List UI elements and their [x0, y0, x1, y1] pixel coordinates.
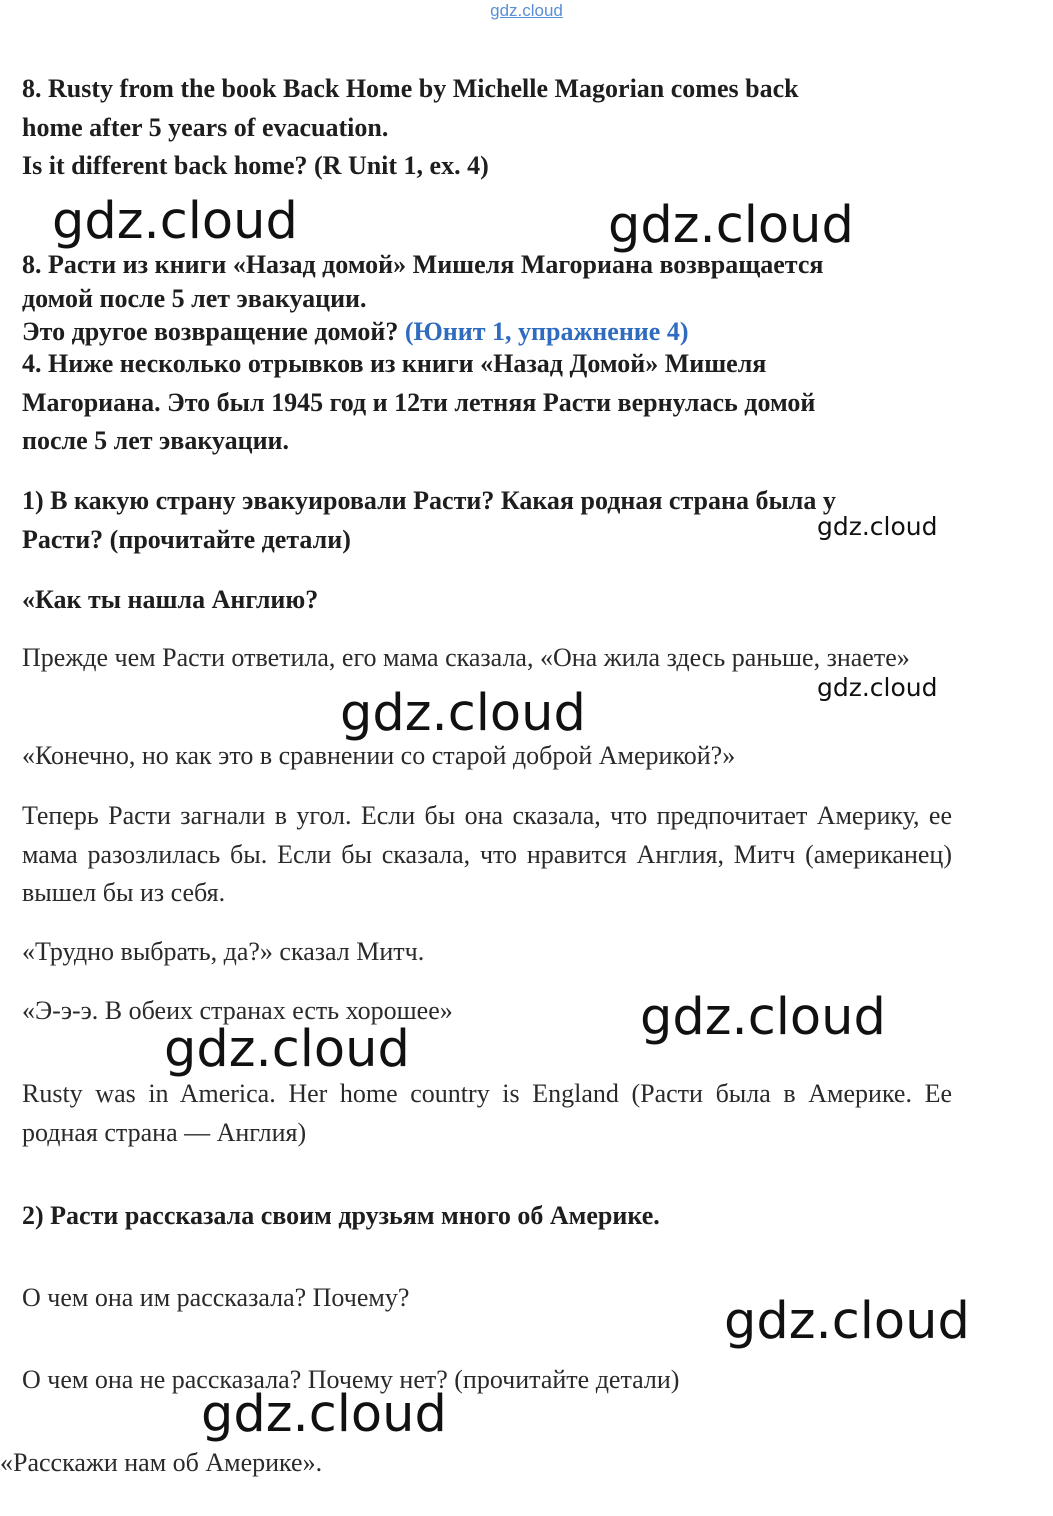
watermark: gdz.cloud: [724, 1292, 970, 1351]
task-en-line-2: home after 5 years of evacuation.: [22, 112, 389, 142]
question-1-line-2: Расти? (прочитайте детали): [22, 524, 351, 554]
task-heading-ru: [22, 248, 952, 349]
task-ru-question: Это другое возвращение домой?: [22, 317, 405, 346]
task-ru-line-2: домой после 5 лет эвакуации.: [22, 283, 367, 313]
watermark: gdz.cloud: [340, 684, 586, 743]
task-heading-en: [22, 70, 952, 186]
excerpt-paragraph-1: Прежде чем Расти ответила, его мама сказала, «Она жила здесь раньше, знаете»: [22, 643, 910, 672]
watermark: gdz.cloud: [817, 512, 938, 541]
task-en-line-1: 8. Rusty from the book Back Home by Michelle Magorian comes back: [22, 74, 799, 103]
watermark: gdz.cloud: [817, 673, 938, 702]
excerpt-paragraph-3: Теперь Расти загнали в угол. Если бы она сказала, что предпочитает Америку, ее мама разозлилась бы. Если бы сказала, что нравится Англия, Митч (американец) вышел бы из себя.: [22, 801, 952, 907]
ex4-line-1: 4. Ниже несколько отрывков из книги «Назад Домой» Мишеля: [22, 349, 767, 378]
exercise-4-intro: [22, 345, 952, 461]
watermark: gdz.cloud: [164, 1020, 410, 1079]
watermark: gdz.cloud: [52, 192, 298, 251]
question-2-part-2: О чем она не рассказала? Почему нет? (прочитайте детали): [22, 1365, 680, 1394]
task-ru-line-1: 8. Расти из книги «Назад домой» Мишеля Магориана возвращается: [22, 250, 824, 279]
site-link[interactable]: gdz.cloud: [490, 1, 563, 20]
task-ru-line-3: [22, 315, 952, 349]
ex4-line-3: после 5 лет эвакуации.: [22, 426, 290, 455]
excerpt-paragraph-2: «Конечно, но как это в сравнении со старой доброй Америкой?»: [22, 741, 736, 770]
question-2-part-1: О чем она им рассказала? Почему?: [22, 1283, 410, 1312]
question-1: [22, 482, 952, 559]
watermark: gdz.cloud: [201, 1385, 447, 1444]
excerpt-paragraph-4: «Трудно выбрать, да?» сказал Митч.: [22, 937, 425, 966]
unit-reference: (Юнит 1, упражнение 4): [404, 317, 689, 346]
ex4-line-2: Магориана. Это был 1945 год и 12ти летняя Расти вернулась домой: [22, 387, 816, 417]
question-2-title: 2) Расти рассказала своим друзьям много об Америке.: [22, 1201, 660, 1230]
question-1-line-1: 1) В какую страну эвакуировали Расти? Какая родная страна была у: [22, 486, 836, 515]
answer-1: Rusty was in America. Her home country is England (Расти была в Америке. Ее родная страна — Англия): [22, 1079, 952, 1147]
watermark: gdz.cloud: [608, 196, 854, 255]
excerpt-heading: «Как ты нашла Англию?: [22, 585, 319, 614]
quote-tell-us: «Расскажи нам об Америке».: [0, 1448, 323, 1477]
excerpt-paragraph-5: «Э-э-э. В обеих странах есть хорошее»: [22, 996, 453, 1025]
task-en-line-3: Is it different back home? (R Unit 1, ex. 4): [22, 151, 489, 180]
watermark: gdz.cloud: [640, 988, 886, 1047]
